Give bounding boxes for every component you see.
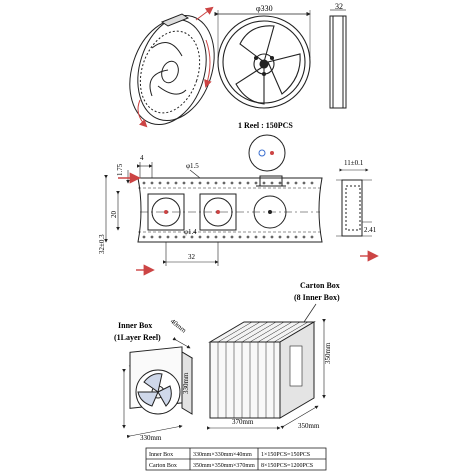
- reel-caption: 1 Reel : 150PCS: [238, 121, 293, 130]
- table-cell-size: 330mm×330mm×40mm: [193, 452, 252, 458]
- carton-box: [210, 322, 314, 418]
- inner-title-1: Inner Box: [118, 321, 153, 330]
- carton-height: 350mm: [324, 342, 332, 364]
- table-row: [149, 463, 313, 469]
- tape-pocket-length: 32: [188, 253, 195, 261]
- inner-depth: 330mm: [140, 434, 162, 442]
- reel-perspective: [117, 6, 227, 135]
- tape-thickness: 2.41: [364, 226, 377, 234]
- carton-title-1: Carton Box: [300, 281, 340, 290]
- table-row: [149, 452, 310, 458]
- carton-depth: 350mm: [298, 422, 320, 430]
- inner-height: 330mm: [182, 372, 190, 394]
- reel-front-view: [218, 10, 310, 108]
- inner-width: 40mm: [168, 317, 188, 335]
- feed-direction-arrows: [118, 178, 376, 270]
- carton-title-2: (8 Inner Box): [294, 293, 340, 302]
- reel-side-view: [330, 10, 346, 108]
- table-cell-qty: 8×150PCS=1200PCS: [261, 463, 314, 469]
- reel-width-label: 32: [335, 2, 343, 11]
- component-top-view: [249, 135, 285, 171]
- tape-hole-dia: φ1.5: [186, 162, 199, 170]
- carrier-tape: [138, 178, 322, 242]
- reel-diameter-label: φ330: [256, 4, 273, 13]
- carton-width: 370mm: [232, 418, 254, 426]
- table-cell-name: Inner Box: [149, 452, 174, 458]
- tape-height: 11±0.1: [344, 159, 364, 167]
- tape-hole-dia-small: φ1.4: [184, 228, 197, 236]
- tape-pocket-pitch: 20: [110, 211, 118, 218]
- table-cell-name: Carton Box: [149, 463, 177, 469]
- table-cell-size: 350mm×350mm×370mm: [193, 463, 255, 469]
- tape-total-width: 32±0.3: [98, 234, 106, 254]
- inner-title-2: (1Layer Reel): [114, 333, 161, 342]
- tape-pitch-small: 4: [140, 154, 144, 162]
- tape-edge: 1.75: [116, 163, 124, 176]
- table-cell-qty: 1×150PCS=150PCS: [261, 452, 311, 458]
